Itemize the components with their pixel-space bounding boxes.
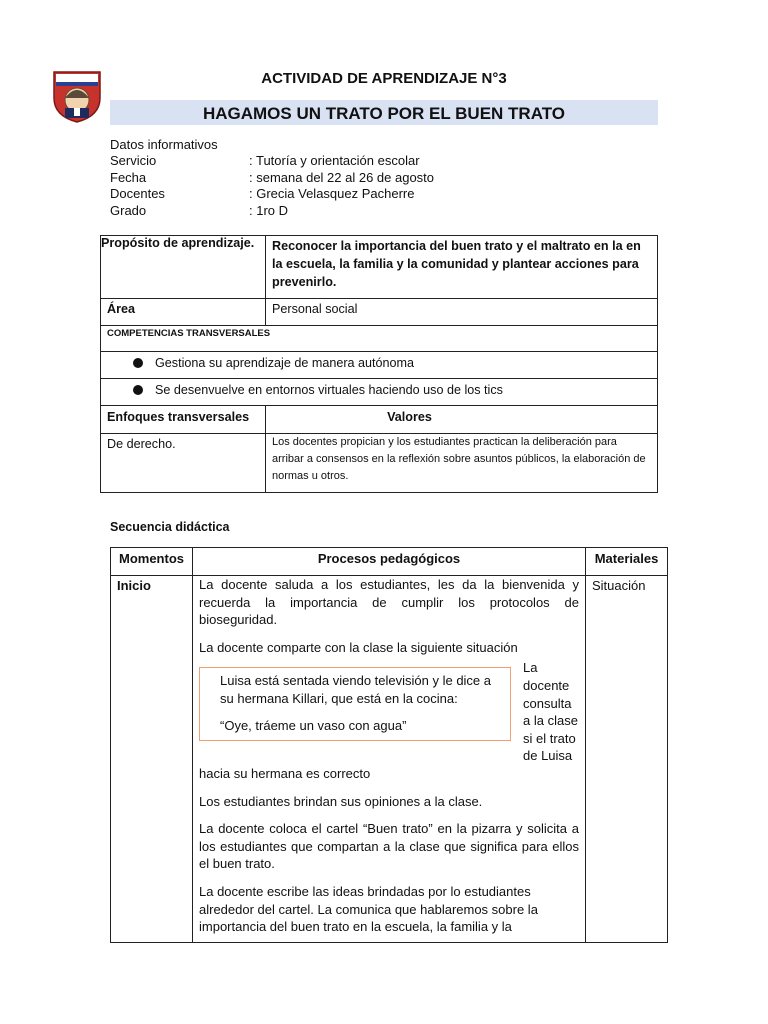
- sequence-header-row: [111, 548, 668, 576]
- info-key: Docentes: [110, 186, 165, 202]
- info-row-fecha: [110, 170, 434, 186]
- col-momentos: Momentos: [111, 548, 193, 576]
- bullet-icon: [133, 358, 143, 368]
- situation-area: [199, 659, 579, 765]
- col-materiales: Materiales: [586, 548, 668, 576]
- process-paragraph: La docente comparte con la clase la siguiente situación: [199, 639, 518, 655]
- competency-text: Gestiona su aprendizaje de manera autónoma: [155, 356, 415, 370]
- purpose-table: [100, 235, 658, 493]
- competencies-header-row: [101, 326, 658, 352]
- info-heading: Datos informativos: [110, 137, 218, 152]
- situation-quote: “Oye, tráeme un vaso con agua”: [220, 717, 407, 733]
- process-paragraph: La docente coloca el cartel “Buen trato” en la pizarra y solicita a los estudiantes que compartan a la clase que significa para ellos el buen trato.: [199, 821, 579, 872]
- info-key: Fecha: [110, 169, 147, 185]
- info-value: : Tutoría y orientación escolar: [249, 153, 420, 169]
- enfoque-value: De derecho.: [101, 434, 266, 493]
- process-paragraph: La docente escribe las ideas brindadas por lo estudiantes alrededor del cartel. La comunica que hablaremos sobre la importancia del buen trato en la escuela, la familia y la: [199, 883, 538, 935]
- info-row-docentes: [110, 186, 434, 202]
- procesos-cell: [193, 576, 586, 943]
- purpose-row: [101, 236, 658, 299]
- info-value: : 1ro D: [249, 202, 289, 218]
- info-value: : semana del 22 al 26 de agosto: [249, 169, 435, 185]
- competency-row: [101, 379, 658, 406]
- material-value: Situación: [586, 576, 668, 943]
- info-key: Servicio: [110, 153, 157, 169]
- col-procesos: Procesos pedagógicos: [193, 548, 586, 576]
- sequence-title: Secuencia didáctica: [110, 520, 230, 534]
- valores-value: Los docentes propician y los estudiantes practican la deliberación para arribar a consensos en la reflexión sobre asuntos públicos, la elaboración de normas u otros.: [266, 434, 658, 493]
- info-value: : Grecia Velasquez Pacherre: [249, 186, 415, 202]
- enfoques-label: Enfoques transversales: [101, 406, 266, 434]
- info-row-servicio: [110, 153, 434, 169]
- situation-box: [199, 667, 511, 741]
- process-paragraph: hacia su hermana es correcto: [199, 765, 371, 781]
- activity-title: ACTIVIDAD DE APRENDIZAJE N°3: [261, 70, 507, 87]
- main-title: HAGAMOS UN TRATO POR EL BUEN TRATO: [110, 100, 658, 125]
- valores-label: Valores: [266, 406, 658, 434]
- info-row-grado: [110, 203, 434, 219]
- info-key: Grado: [110, 202, 147, 218]
- side-text: La docente consulta a la clase si el trato de Luisa: [523, 660, 578, 764]
- area-label: Área: [101, 299, 266, 326]
- area-row: [101, 299, 658, 326]
- sequence-table: [110, 547, 668, 943]
- bullet-icon: [133, 385, 143, 395]
- competencies-label: COMPETENCIAS TRANSVERSALES: [101, 326, 658, 352]
- competency-row: [101, 352, 658, 379]
- purpose-label: Propósito de aprendizaje.: [101, 236, 266, 299]
- enfoques-header-row: [101, 406, 658, 434]
- sequence-row-inicio: [111, 576, 668, 943]
- info-block: [110, 137, 434, 219]
- situation-text: Luisa está sentada viendo televisión y le dice a su hermana Killari, que está en la cocina:: [220, 673, 492, 706]
- purpose-value: Reconocer la importancia del buen trato y el maltrato en la en la escuela, la familia y la comunidad y plantear acciones para prevenirlo.: [266, 236, 658, 299]
- enfoques-row: [101, 434, 658, 493]
- process-paragraph: Los estudiantes brindan sus opiniones a la clase.: [199, 793, 483, 809]
- moment-label: Inicio: [111, 576, 193, 943]
- area-value: Personal social: [266, 299, 658, 326]
- process-paragraph: La docente saluda a los estudiantes, les da la bienvenida y recuerda la importancia de cumplir los protocolos de bioseguridad.: [199, 577, 579, 628]
- competency-text: Se desenvuelve en entornos virtuales haciendo uso de los tics: [155, 383, 503, 397]
